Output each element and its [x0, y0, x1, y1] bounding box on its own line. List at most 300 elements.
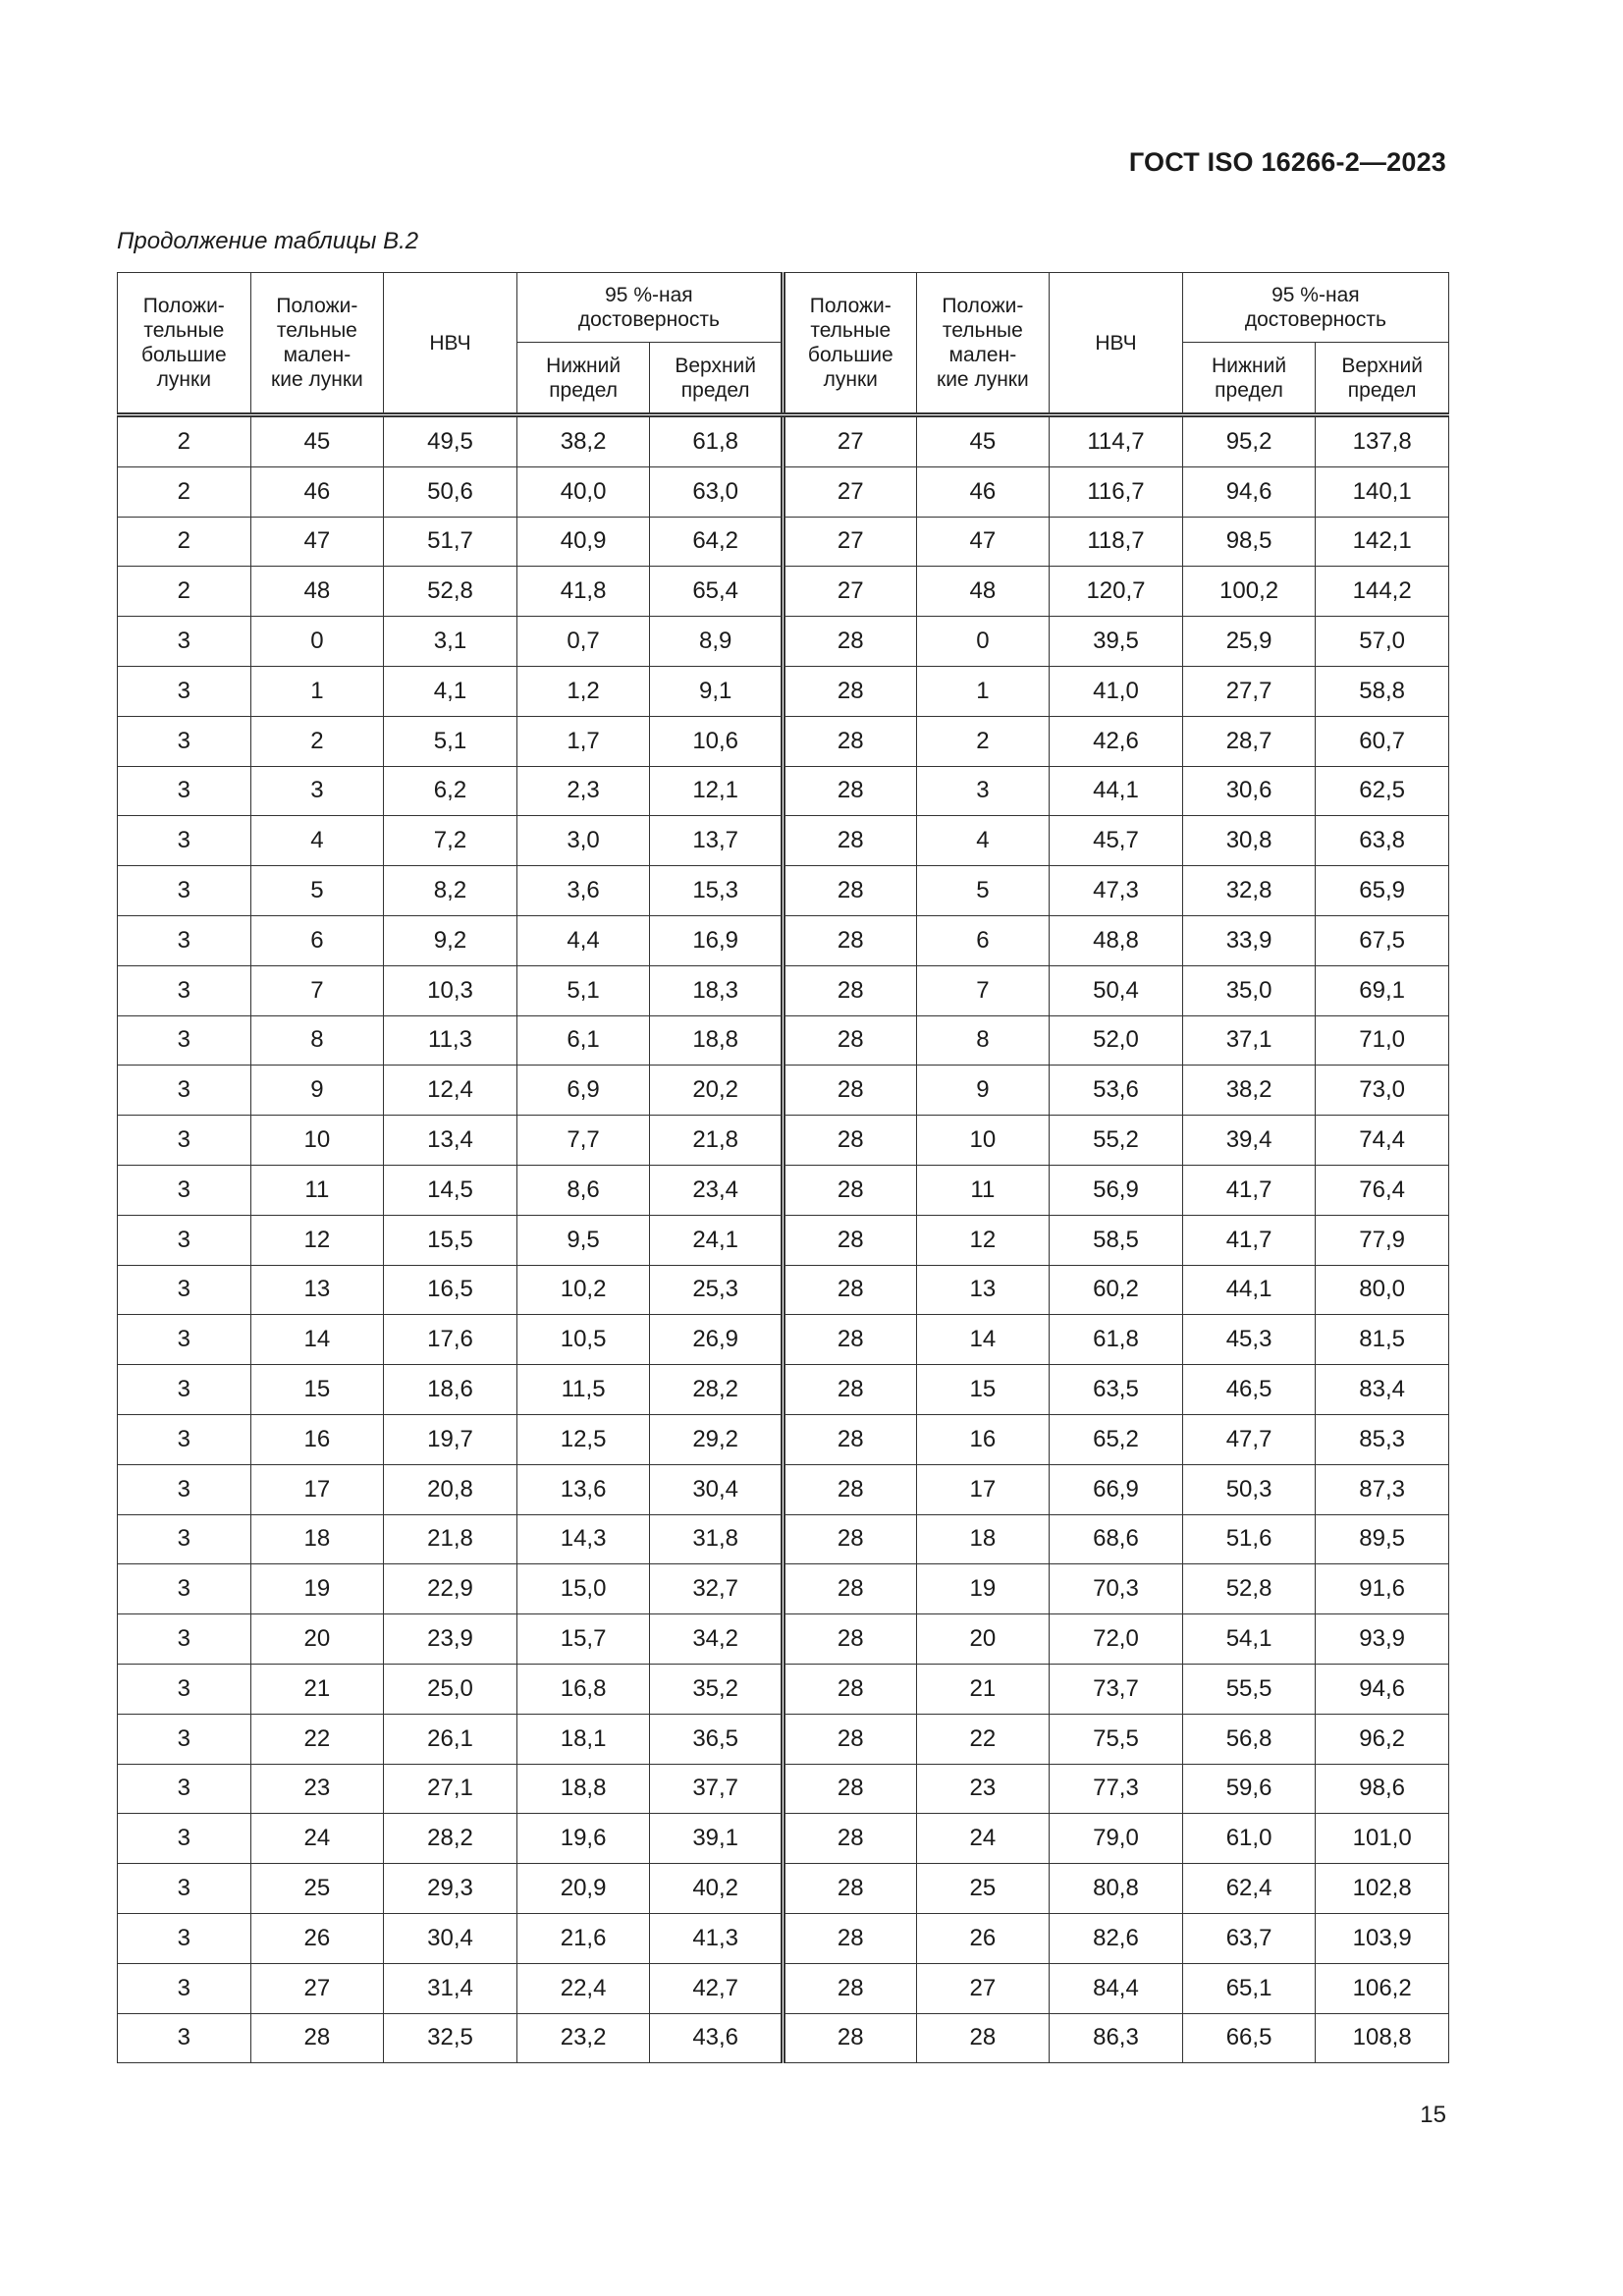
table-cell: 14 — [250, 1315, 384, 1365]
table-cell: 27 — [783, 415, 916, 467]
table-cell: 39,4 — [1182, 1116, 1316, 1166]
table-cell: 28 — [783, 1864, 916, 1914]
table-cell: 28 — [783, 1514, 916, 1564]
table-cell: 96,2 — [1316, 1714, 1449, 1764]
table-cell: 18,6 — [384, 1365, 517, 1415]
table-cell: 12,4 — [384, 1066, 517, 1116]
table-cell: 18,8 — [516, 1764, 650, 1814]
header-confidence-2: 95 %-ная достоверность — [1182, 273, 1448, 343]
table-cell: 86,3 — [1050, 2013, 1183, 2063]
table-row — [118, 766, 1449, 816]
table-cell: 69,1 — [1316, 965, 1449, 1015]
table-cell: 3 — [118, 1215, 251, 1265]
table-cell: 56,8 — [1182, 1714, 1316, 1764]
table-cell: 28 — [783, 1714, 916, 1764]
table-cell: 12 — [250, 1215, 384, 1265]
table-cell: 31,8 — [650, 1514, 784, 1564]
table-cell: 18,1 — [516, 1714, 650, 1764]
table-cell: 66,5 — [1182, 2013, 1316, 2063]
table-cell: 0 — [916, 617, 1050, 667]
table-cell: 8,2 — [384, 866, 517, 916]
table-cell: 41,7 — [1182, 1165, 1316, 1215]
table-cell: 33,9 — [1182, 915, 1316, 965]
table-cell: 2 — [118, 466, 251, 517]
table-cell: 21 — [916, 1664, 1050, 1714]
table-cell: 68,6 — [1050, 1514, 1183, 1564]
table-cell: 1 — [250, 666, 384, 716]
table-cell: 56,9 — [1050, 1165, 1183, 1215]
table-cell: 28 — [783, 1015, 916, 1066]
table-cell: 39,1 — [650, 1814, 784, 1864]
header-upper-limit-2: Верхний предел — [1316, 343, 1449, 415]
table-cell: 13,6 — [516, 1464, 650, 1514]
table-cell: 15,0 — [516, 1564, 650, 1614]
table-cell: 27 — [916, 1963, 1050, 2013]
table-cell: 24 — [250, 1814, 384, 1864]
table-cell: 37,7 — [650, 1764, 784, 1814]
table-cell: 28,2 — [384, 1814, 517, 1864]
table-cell: 18,8 — [650, 1015, 784, 1066]
table-cell: 8 — [916, 1015, 1050, 1066]
table-cell: 3,1 — [384, 617, 517, 667]
table-cell: 3 — [118, 1913, 251, 1963]
table-cell: 28 — [783, 1315, 916, 1365]
table-cell: 140,1 — [1316, 466, 1449, 517]
table-cell: 3 — [118, 1066, 251, 1116]
table-cell: 50,3 — [1182, 1464, 1316, 1514]
table-cell: 17 — [916, 1464, 1050, 1514]
table-cell: 72,0 — [1050, 1614, 1183, 1665]
table-cell: 100,2 — [1182, 567, 1316, 617]
table-cell: 2 — [250, 716, 384, 766]
table-cell: 15,3 — [650, 866, 784, 916]
table-cell: 28 — [783, 766, 916, 816]
table-cell: 93,9 — [1316, 1614, 1449, 1665]
table-cell: 84,4 — [1050, 1963, 1183, 2013]
table-cell: 94,6 — [1316, 1664, 1449, 1714]
table-cell: 8,6 — [516, 1165, 650, 1215]
table-row — [118, 1963, 1449, 2013]
table-row — [118, 517, 1449, 567]
table-cell: 30,8 — [1182, 816, 1316, 866]
table-cell: 28,7 — [1182, 716, 1316, 766]
table-cell: 3 — [118, 766, 251, 816]
table-cell: 11,5 — [516, 1365, 650, 1415]
table-cell: 2 — [916, 716, 1050, 766]
table-cell: 65,1 — [1182, 1963, 1316, 2013]
table-row — [118, 1464, 1449, 1514]
table-cell: 12,5 — [516, 1414, 650, 1464]
table-cell: 3 — [118, 617, 251, 667]
table-cell: 2 — [118, 517, 251, 567]
table-cell: 91,6 — [1316, 1564, 1449, 1614]
table-cell: 76,4 — [1316, 1165, 1449, 1215]
table-cell: 51,7 — [384, 517, 517, 567]
table-cell: 28 — [783, 716, 916, 766]
table-cell: 114,7 — [1050, 415, 1183, 467]
table-cell: 46 — [916, 466, 1050, 517]
table-row — [118, 1514, 1449, 1564]
table-cell: 35,0 — [1182, 965, 1316, 1015]
table-cell: 52,8 — [384, 567, 517, 617]
table-cell: 41,3 — [650, 1913, 784, 1963]
table-cell: 27 — [250, 1963, 384, 2013]
table-cell: 45,7 — [1050, 816, 1183, 866]
table-cell: 3 — [118, 1015, 251, 1066]
table-cell: 13,4 — [384, 1116, 517, 1166]
table-cell: 41,8 — [516, 567, 650, 617]
table-cell: 15,5 — [384, 1215, 517, 1265]
table-cell: 31,4 — [384, 1963, 517, 2013]
table-cell: 3 — [118, 1614, 251, 1665]
table-cell: 12 — [916, 1215, 1050, 1265]
header-small-wells: Положи- тельные мален- кие лунки — [250, 273, 384, 415]
table-cell: 118,7 — [1050, 517, 1183, 567]
table-cell: 87,3 — [1316, 1464, 1449, 1514]
table-cell: 5,1 — [516, 965, 650, 1015]
table-cell: 1,7 — [516, 716, 650, 766]
table-cell: 5 — [916, 866, 1050, 916]
table-cell: 61,8 — [650, 415, 784, 467]
table-cell: 24 — [916, 1814, 1050, 1864]
table-cell: 10,5 — [516, 1315, 650, 1365]
table-cell: 2,3 — [516, 766, 650, 816]
table-cell: 26 — [916, 1913, 1050, 1963]
table-cell: 1 — [916, 666, 1050, 716]
table-cell: 32,7 — [650, 1564, 784, 1614]
table-cell: 19,6 — [516, 1814, 650, 1864]
table-cell: 3 — [118, 1514, 251, 1564]
table-cell: 63,5 — [1050, 1365, 1183, 1415]
table-cell: 65,2 — [1050, 1414, 1183, 1464]
table-cell: 3 — [118, 1564, 251, 1614]
table-cell: 28 — [916, 2013, 1050, 2063]
table-cell: 6 — [916, 915, 1050, 965]
table-cell: 23,4 — [650, 1165, 784, 1215]
table-cell: 25 — [916, 1864, 1050, 1914]
table-cell: 58,5 — [1050, 1215, 1183, 1265]
header-confidence: 95 %-ная достоверность — [516, 273, 783, 343]
table-cell: 6,9 — [516, 1066, 650, 1116]
header-lower-limit: Нижний предел — [516, 343, 650, 415]
table-cell: 49,5 — [384, 415, 517, 467]
table-cell: 120,7 — [1050, 567, 1183, 617]
table-cell: 144,2 — [1316, 567, 1449, 617]
table-cell: 20,2 — [650, 1066, 784, 1116]
table-cell: 14,3 — [516, 1514, 650, 1564]
table-cell: 4 — [250, 816, 384, 866]
table-cell: 4,1 — [384, 666, 517, 716]
table-cell: 3 — [118, 1664, 251, 1714]
table-cell: 10,2 — [516, 1265, 650, 1315]
table-cell: 29,2 — [650, 1414, 784, 1464]
table-row — [118, 716, 1449, 766]
table-cell: 25,9 — [1182, 617, 1316, 667]
table-cell: 40,9 — [516, 517, 650, 567]
table-cell: 52,8 — [1182, 1564, 1316, 1614]
table-cell: 20,8 — [384, 1464, 517, 1514]
table-row — [118, 915, 1449, 965]
table-cell: 17,6 — [384, 1315, 517, 1365]
table-cell: 30,6 — [1182, 766, 1316, 816]
table-cell: 57,0 — [1316, 617, 1449, 667]
table-cell: 3 — [118, 816, 251, 866]
table-cell: 3,6 — [516, 866, 650, 916]
table-cell: 3 — [118, 1165, 251, 1215]
table-cell: 3 — [118, 666, 251, 716]
table-cell: 15 — [250, 1365, 384, 1415]
table-cell: 27 — [783, 466, 916, 517]
table-cell: 16,8 — [516, 1664, 650, 1714]
table-cell: 28 — [250, 2013, 384, 2063]
table-cell: 75,5 — [1050, 1714, 1183, 1764]
table-cell: 16,9 — [650, 915, 784, 965]
table-cell: 45,3 — [1182, 1315, 1316, 1365]
table-cell: 28 — [783, 816, 916, 866]
table-cell: 8,9 — [650, 617, 784, 667]
table-cell: 23,2 — [516, 2013, 650, 2063]
table-cell: 15,7 — [516, 1614, 650, 1665]
table-cell: 30,4 — [384, 1913, 517, 1963]
table-cell: 46 — [250, 466, 384, 517]
table-cell: 1,2 — [516, 666, 650, 716]
table-cell: 29,3 — [384, 1864, 517, 1914]
table-cell: 22,9 — [384, 1564, 517, 1614]
table-cell: 10,6 — [650, 716, 784, 766]
table-cell: 11 — [916, 1165, 1050, 1215]
table-cell: 40,0 — [516, 466, 650, 517]
table-cell: 48 — [916, 567, 1050, 617]
table-cell: 73,7 — [1050, 1664, 1183, 1714]
table-cell: 51,6 — [1182, 1514, 1316, 1564]
table-cell: 89,5 — [1316, 1514, 1449, 1564]
table-row — [118, 1814, 1449, 1864]
table-cell: 71,0 — [1316, 1015, 1449, 1066]
table-row — [118, 816, 1449, 866]
table-cell: 15 — [916, 1365, 1050, 1415]
table-cell: 13,7 — [650, 816, 784, 866]
header-large-wells: Положи- тельные большие лунки — [118, 273, 251, 415]
table-cell: 3 — [118, 1265, 251, 1315]
table-row — [118, 1365, 1449, 1415]
table-row — [118, 1564, 1449, 1614]
table-cell: 20 — [250, 1614, 384, 1665]
table-cell: 64,2 — [650, 517, 784, 567]
table-cell: 43,6 — [650, 2013, 784, 2063]
table-cell: 4,4 — [516, 915, 650, 965]
table-cell: 28 — [783, 1564, 916, 1614]
table-cell: 62,4 — [1182, 1864, 1316, 1914]
table-cell: 3 — [118, 1315, 251, 1365]
table-row — [118, 1116, 1449, 1166]
table-cell: 108,8 — [1316, 2013, 1449, 2063]
table-cell: 62,5 — [1316, 766, 1449, 816]
table-row — [118, 617, 1449, 667]
table-cell: 17 — [250, 1464, 384, 1514]
table-cell: 14 — [916, 1315, 1050, 1365]
table-cell: 45 — [916, 415, 1050, 467]
table-cell: 106,2 — [1316, 1963, 1449, 2013]
table-cell: 38,2 — [1182, 1066, 1316, 1116]
table-cell: 11 — [250, 1165, 384, 1215]
table-cell: 58,8 — [1316, 666, 1449, 716]
table-cell: 48,8 — [1050, 915, 1183, 965]
header-small-wells-2: Положи- тельные мален- кие лунки — [916, 273, 1050, 415]
table-cell: 5 — [250, 866, 384, 916]
table-cell: 63,7 — [1182, 1913, 1316, 1963]
table-caption: Продолжение таблицы В.2 — [117, 228, 419, 254]
table-cell: 54,1 — [1182, 1614, 1316, 1665]
table-row — [118, 1015, 1449, 1066]
table-cell: 28 — [783, 915, 916, 965]
table-cell: 65,4 — [650, 567, 784, 617]
table-cell: 39,5 — [1050, 617, 1183, 667]
table-cell: 61,0 — [1182, 1814, 1316, 1864]
table-cell: 41,7 — [1182, 1215, 1316, 1265]
table-cell: 7,2 — [384, 816, 517, 866]
table-cell: 101,0 — [1316, 1814, 1449, 1864]
table-cell: 21,6 — [516, 1913, 650, 1963]
table-cell: 28 — [783, 1116, 916, 1166]
table-cell: 28 — [783, 1215, 916, 1265]
table-cell: 73,0 — [1316, 1066, 1449, 1116]
table-cell: 27,1 — [384, 1764, 517, 1814]
table-cell: 19,7 — [384, 1414, 517, 1464]
table-cell: 74,4 — [1316, 1116, 1449, 1166]
table-cell: 28 — [783, 617, 916, 667]
table-cell: 47 — [916, 517, 1050, 567]
table-cell: 3 — [118, 866, 251, 916]
table-cell: 27 — [783, 517, 916, 567]
table-row — [118, 1414, 1449, 1464]
table-cell: 3 — [118, 2013, 251, 2063]
table-cell: 6 — [250, 915, 384, 965]
table-cell: 82,6 — [1050, 1913, 1183, 1963]
table-cell: 35,2 — [650, 1664, 784, 1714]
table-cell: 77,9 — [1316, 1215, 1449, 1265]
table-cell: 3,0 — [516, 816, 650, 866]
table-cell: 2 — [118, 567, 251, 617]
table-cell: 3 — [118, 1764, 251, 1814]
table-cell: 18 — [916, 1514, 1050, 1564]
table-row — [118, 1315, 1449, 1365]
table-cell: 21,8 — [650, 1116, 784, 1166]
table-cell: 44,1 — [1182, 1265, 1316, 1315]
table-row — [118, 1066, 1449, 1116]
table-cell: 16 — [916, 1414, 1050, 1464]
table-cell: 3 — [118, 716, 251, 766]
table-cell: 3 — [118, 1414, 251, 1464]
table-cell: 28 — [783, 965, 916, 1015]
table-cell: 13 — [916, 1265, 1050, 1315]
header-lower-limit-2: Нижний предел — [1182, 343, 1316, 415]
table-cell: 10,3 — [384, 965, 517, 1015]
table-cell: 38,2 — [516, 415, 650, 467]
table-cell: 4 — [916, 816, 1050, 866]
table-cell: 25 — [250, 1864, 384, 1914]
table-cell: 77,3 — [1050, 1764, 1183, 1814]
table-cell: 25,0 — [384, 1664, 517, 1714]
table-cell: 79,0 — [1050, 1814, 1183, 1864]
table-cell: 20 — [916, 1614, 1050, 1665]
table-cell: 28 — [783, 2013, 916, 2063]
table-cell: 7 — [916, 965, 1050, 1015]
table-cell: 41,0 — [1050, 666, 1183, 716]
table-cell: 23 — [250, 1764, 384, 1814]
table-row — [118, 965, 1449, 1015]
table-cell: 25,3 — [650, 1265, 784, 1315]
table-cell: 0,7 — [516, 617, 650, 667]
table-cell: 85,3 — [1316, 1414, 1449, 1464]
table-cell: 47 — [250, 517, 384, 567]
table-cell: 3 — [118, 1814, 251, 1864]
header-mpn-2: НВЧ — [1050, 273, 1183, 415]
table-cell: 16,5 — [384, 1265, 517, 1315]
header-upper-limit: Верхний предел — [650, 343, 784, 415]
table-cell: 6,2 — [384, 766, 517, 816]
table-row — [118, 1714, 1449, 1764]
table-cell: 116,7 — [1050, 466, 1183, 517]
table-cell: 83,4 — [1316, 1365, 1449, 1415]
table-cell: 27,7 — [1182, 666, 1316, 716]
table-cell: 28 — [783, 1963, 916, 2013]
table-cell: 55,5 — [1182, 1664, 1316, 1714]
table-row — [118, 415, 1449, 467]
table-cell: 98,6 — [1316, 1764, 1449, 1814]
table-cell: 70,3 — [1050, 1564, 1183, 1614]
table-cell: 9,1 — [650, 666, 784, 716]
table-cell: 53,6 — [1050, 1066, 1183, 1116]
table-cell: 22 — [250, 1714, 384, 1764]
table-cell: 14,5 — [384, 1165, 517, 1215]
table-cell: 28 — [783, 866, 916, 916]
table-cell: 12,1 — [650, 766, 784, 816]
table-cell: 28 — [783, 1265, 916, 1315]
table-cell: 46,5 — [1182, 1365, 1316, 1415]
table-row — [118, 1913, 1449, 1963]
table-row — [118, 2013, 1449, 2063]
table-cell: 3 — [118, 1116, 251, 1166]
table-cell: 32,8 — [1182, 866, 1316, 916]
table-cell: 28 — [783, 1814, 916, 1864]
table-cell: 3 — [250, 766, 384, 816]
table-cell: 3 — [118, 1365, 251, 1415]
table-cell: 3 — [118, 1864, 251, 1914]
table-cell: 24,1 — [650, 1215, 784, 1265]
table-cell: 26,1 — [384, 1714, 517, 1764]
table-row — [118, 466, 1449, 517]
table-cell: 21 — [250, 1664, 384, 1714]
table-cell: 34,2 — [650, 1614, 784, 1665]
table-cell: 50,6 — [384, 466, 517, 517]
table-cell: 16 — [250, 1414, 384, 1464]
table-cell: 11,3 — [384, 1015, 517, 1066]
table-cell: 28 — [783, 1614, 916, 1665]
table-cell: 3 — [118, 1464, 251, 1514]
table-cell: 18 — [250, 1514, 384, 1564]
table-cell: 18,3 — [650, 965, 784, 1015]
table-cell: 19 — [250, 1564, 384, 1614]
table-cell: 20,9 — [516, 1864, 650, 1914]
header-large-wells-2: Положи- тельные большие лунки — [783, 273, 916, 415]
table-cell: 28 — [783, 666, 916, 716]
table-cell: 19 — [916, 1564, 1050, 1614]
table-cell: 7,7 — [516, 1116, 650, 1166]
table-cell: 40,2 — [650, 1864, 784, 1914]
table-cell: 21,8 — [384, 1514, 517, 1564]
table-cell: 28 — [783, 1764, 916, 1814]
table-cell: 37,1 — [1182, 1015, 1316, 1066]
